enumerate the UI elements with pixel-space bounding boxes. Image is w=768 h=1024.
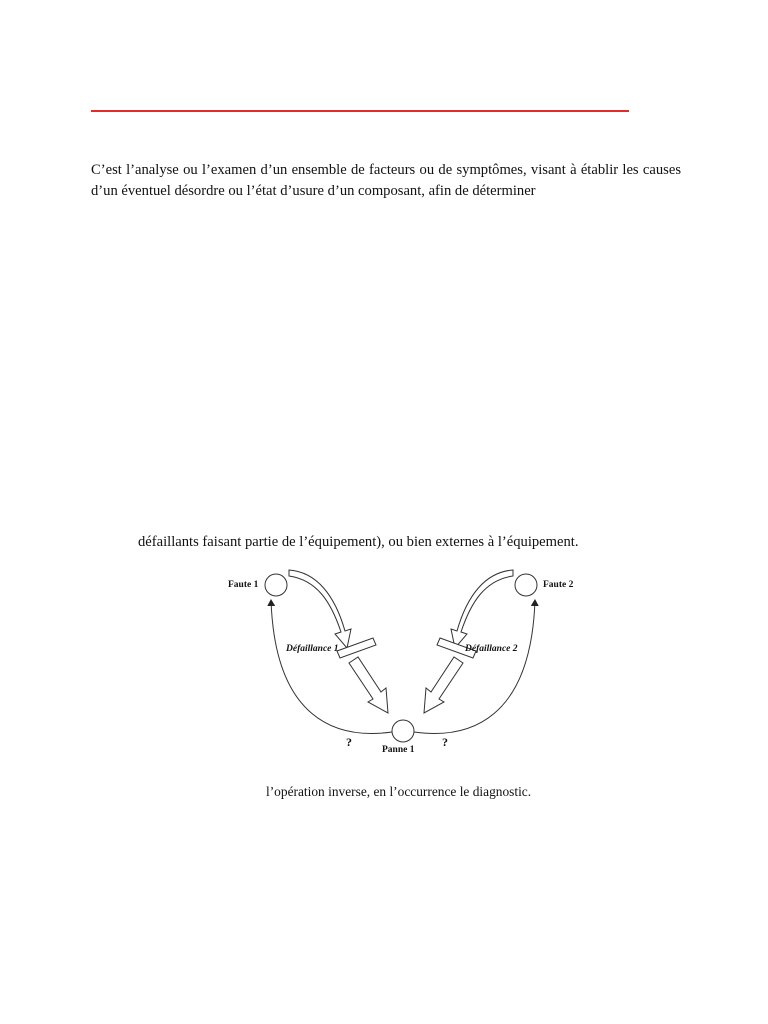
fault1-label: Faute 1 (228, 580, 259, 590)
failure1-label: Défaillance 1 (286, 644, 339, 654)
curved-arrow-right (451, 570, 513, 648)
fault1-circle (265, 574, 287, 596)
failure2-label: Défaillance 2 (465, 644, 518, 654)
breakdown-label: Panne 1 (382, 745, 415, 755)
question-mark-left: ? (346, 735, 352, 749)
return-arc-left (271, 600, 392, 733)
text-line-before-figure: défaillants faisant partie de l’équipement), ou bien externes à l’équipement. (138, 534, 579, 550)
fault2-label: Faute 2 (543, 580, 574, 590)
return-arc-right (414, 600, 535, 733)
intro-paragraph: C’est l’analyse ou l’examen d’un ensemble de facteurs ou de symptômes, visant à établir les causes d’un éventuel désordre ou l’état d’usure d’un composant, afin de déterminer (91, 162, 681, 199)
straight-arrow-right (424, 657, 463, 713)
fault-failure-diagram (225, 568, 585, 758)
question-mark-right: ? (442, 735, 448, 749)
figure-caption: l’opération inverse, en l’occurrence le diagnostic. (266, 784, 532, 799)
straight-arrow-left (349, 657, 388, 713)
fault2-circle (515, 574, 537, 596)
curved-arrow-left (289, 570, 351, 648)
red-divider-line (91, 110, 629, 112)
breakdown-circle (392, 720, 414, 742)
